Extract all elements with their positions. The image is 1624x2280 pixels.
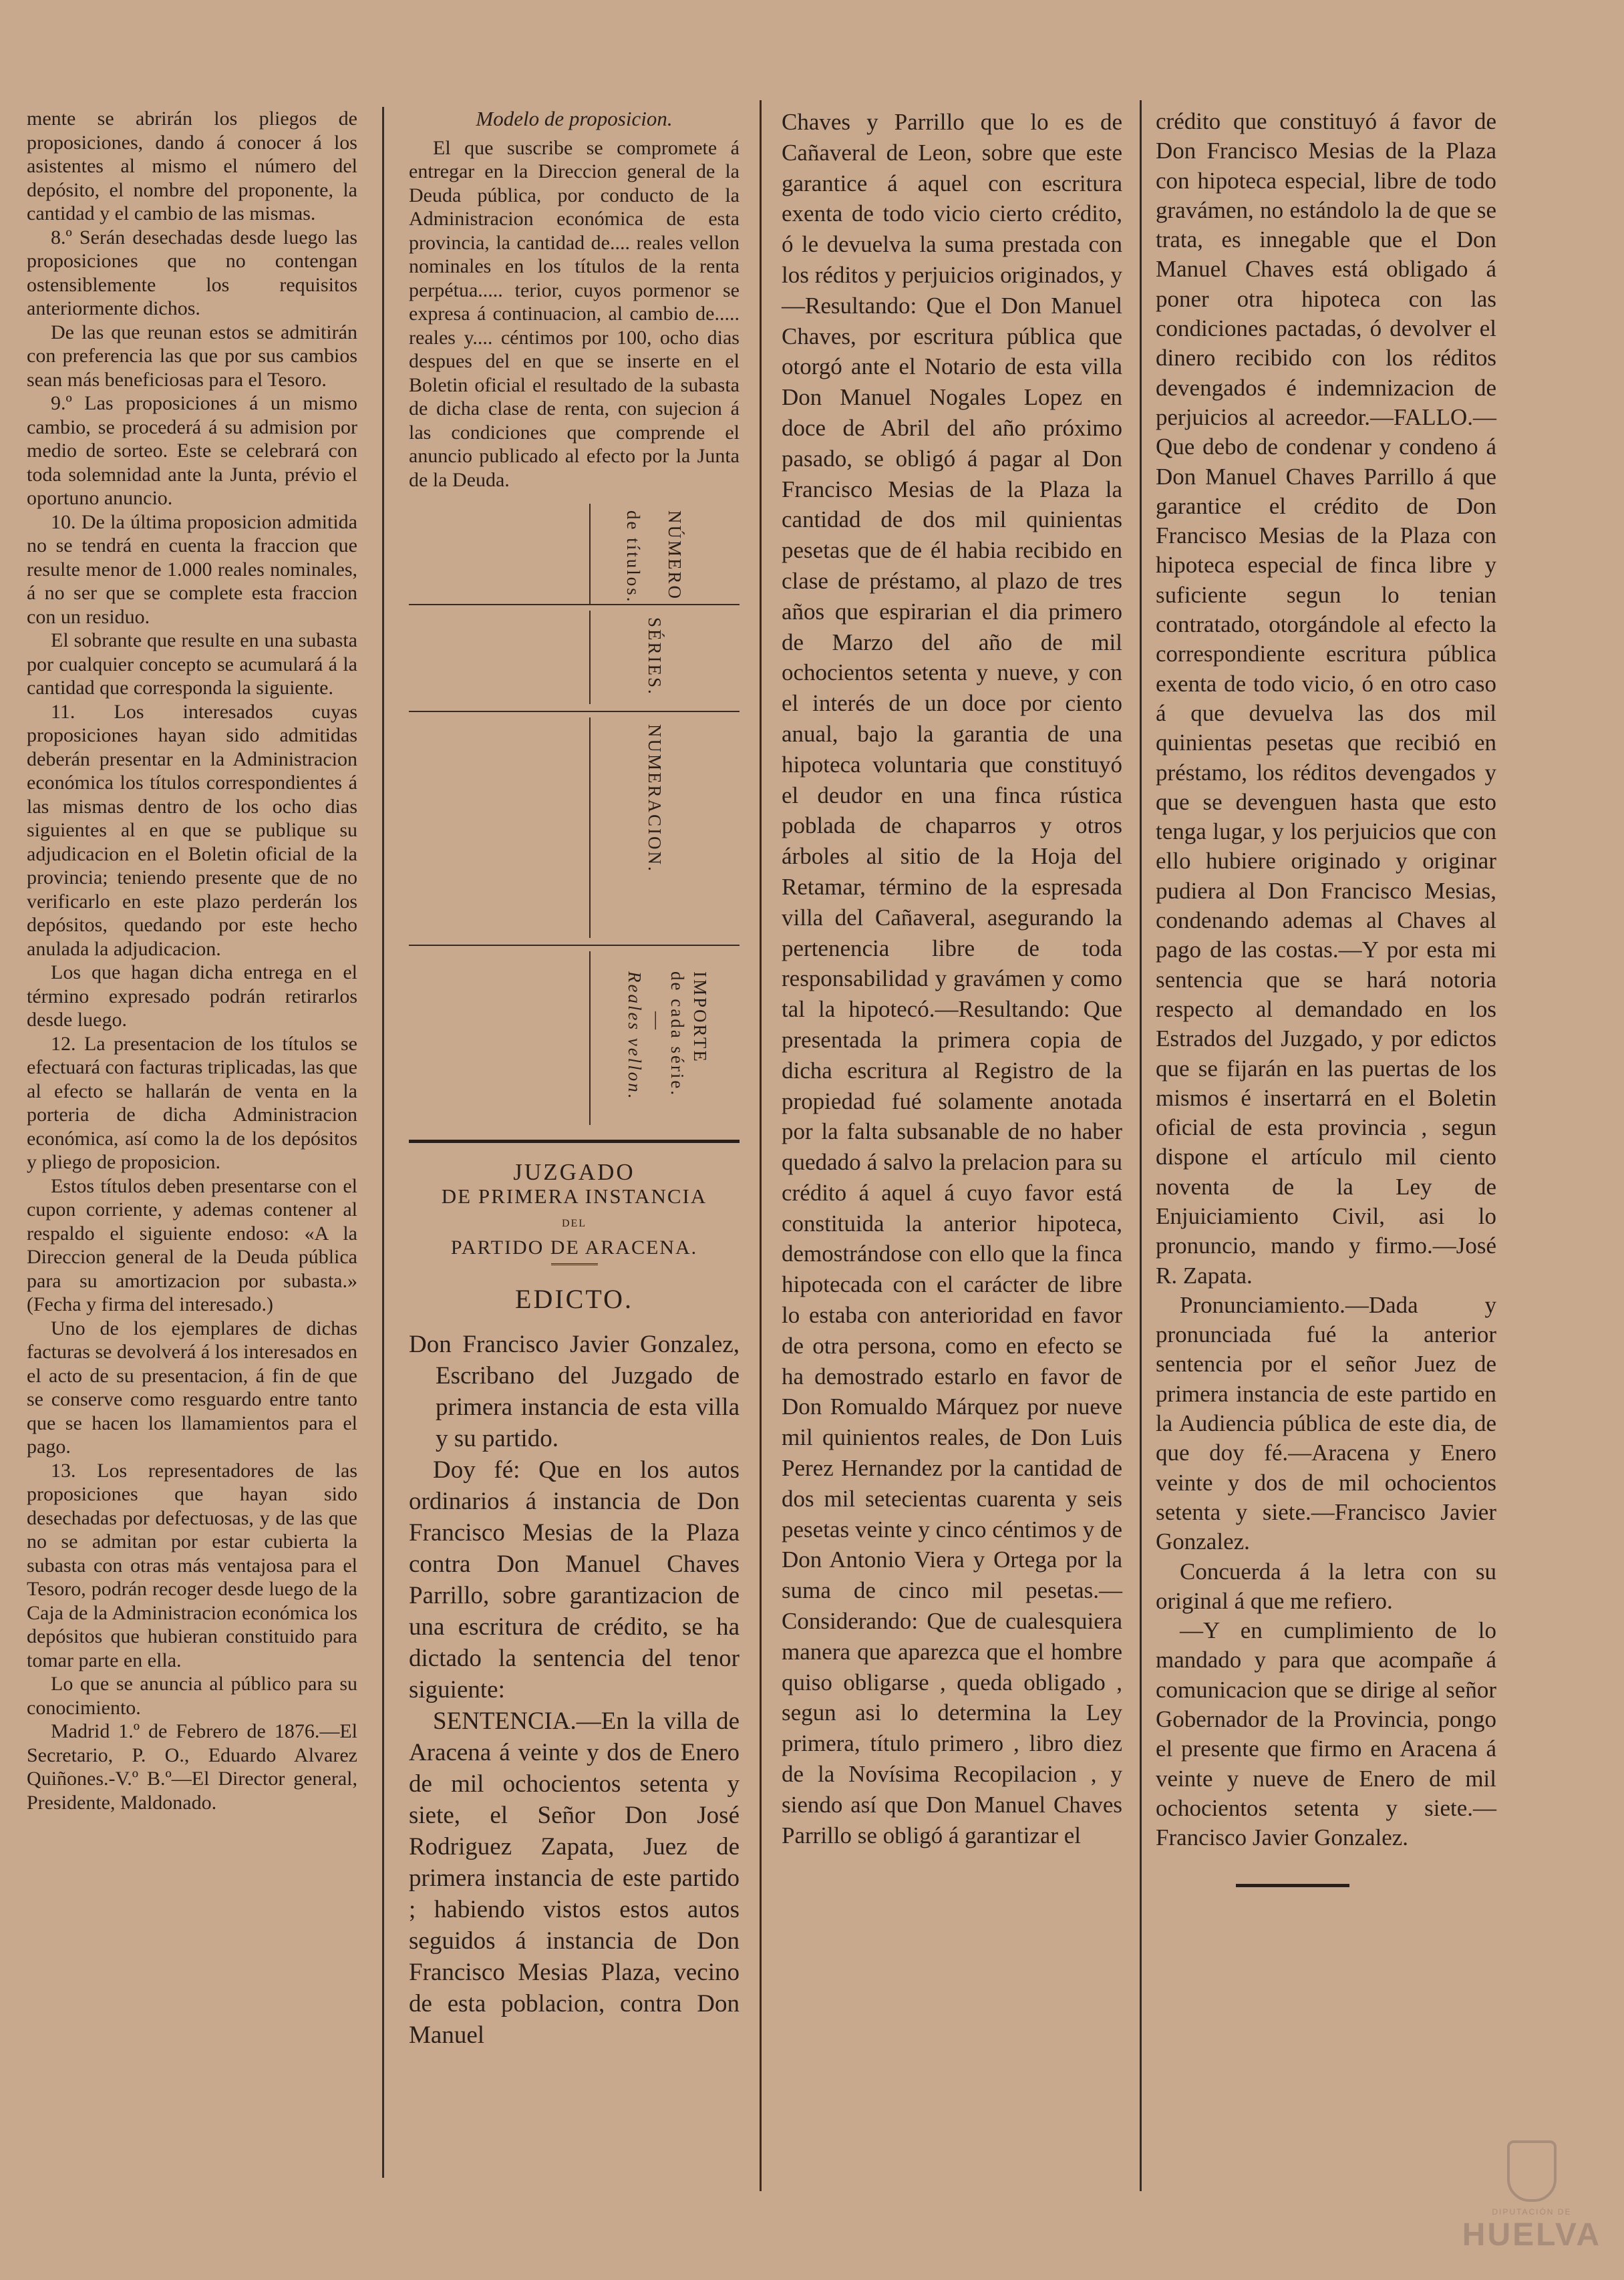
ornament-divider [551,1263,598,1267]
paragraph: 12. La presentacion de los títulos se efectuará con facturas triplicadas, las que al efecto se hallarán de venta en la porteria de dicha Administracion económica, así como la de los depósitos y pliego de proposicion. [27,1032,357,1173]
paragraph: Uno de los ejemplares de dichas facturas se devolverá á los interesados en el acto de su presentacion, á fin de que se conserve como resguardo entre tanto que se hacen los llamamientos para el pago. [27,1317,357,1458]
header-dash: — [647,1011,667,1031]
court-instance: DE PRIMERA INSTANCIA [441,1184,707,1208]
paragraph: De las que reunan estos se admitirán con preferencia las que por sus cambios sean más beneficiosas para el Tesoro. [27,321,357,391]
court-district: PARTIDO DE ARACENA. [450,1236,698,1259]
table-divider [589,717,591,938]
column-1 [27,107,357,1814]
paragraph: Doy fé: Que en los autos ordinarios á instancia de Don Francisco Mesias de la Plaza contra Don Manuel Chaves Parrillo, sobre garantizacion de una escritura de crédito, se ha dictado la sentencia del tenor siguiente: [409,1456,740,1703]
header-series: SÉRIES. [645,617,665,696]
column-3 [782,107,1122,1850]
paragraph: Los que hagan dicha entrega en el término expresado podrán retirarlos desde luego. [27,961,357,1031]
column-rule-2 [760,100,762,2191]
court-heading: JUZGADO [513,1159,635,1185]
paragraph: El sobrante que resulte en una subasta por cualquier concepto se acumulará á la cantidad que corresponda la siguiente. [27,629,357,699]
paragraph: 13. Los representadores de las proposiciones que hayan sido desechadas por defectuosas, y de las que no se admitan por estar cubierta la subasta con otras más ventajosa para el Tesoro, podrán recoger desde luego de la Caja de la Administracion económica los depósitos que hubieran constituido para tomar parte en ella. [27,1459,357,1671]
paragraph: Lo que se anuncia al público para su conocimiento. [27,1673,357,1719]
column-4 [1156,107,1496,1887]
paragraph: Concuerda á la letra con su original á que me refiero. [1156,1558,1496,1614]
column-2 [409,107,740,2051]
table-divider [589,951,591,1125]
paragraph: 11. Los interesados cuyas proposiciones hayan sido admitidas deberán presentar en la Administracion económica los títulos correspondientes á las mismas dentro de los ocho dias siguientes al en que se publique su adjudicacion en el Boletin oficial de la provincia; teniendo presente que de no verificarlo en este plazo perderán los depósitos, quedando por este hecho anulada la adjudicacion. [27,700,357,960]
header-reales-vellon: Reales vellon. [625,971,645,1101]
paragraph: mente se abrirán los pliegos de proposiciones, dando á conocer á los asistentes al mismo el número del depósito, el nombre del proponente, la cantidad y el cambio de las mismas. [27,108,357,224]
header-de-cada-serie: de cada série. [667,971,687,1098]
table-section [409,604,740,712]
edict-title: EDICTO. [515,1284,633,1314]
paragraph: Pronunciamiento.—Dada y pronunciada fué la anterior sentencia por el señor Juez de primera instancia de este partido en la Audiencia pública de este dia, de que doy fé.—Aracena y Enero veinte y dos de mil ochocientos setenta y siete.—Francisco Javier Gonzalez. [1156,1291,1496,1555]
paragraph: 10. De la última proposicion admitida no se tendrá en cuenta la fraccion que resulte menor de 1.000 reales nominales, á no ser que se complete esta fraccion con un residuo. [27,510,357,628]
column-rule-1 [382,107,384,2178]
model-title: Modelo de proposicion. [476,107,673,130]
table-section [409,711,740,946]
paragraph: 9.º Las proposiciones á un mismo cambio, se procederá á su admision por medio de sorteo. Este se celebrará con toda solemnidad ante la Junta, prévio el oportuno anuncio. [27,392,357,509]
header-numero: NÚMERO [665,510,685,601]
paragraph: —Y en cumplimiento de lo mandado y para que acompañe á comunicacion que se dirige al señor Gobernador de la Provincia, pongo el presente que firmo en Aracena á veinte y nueve de Enero de mil ochocientos setenta y siete.—Francisco Javier Gonzalez. [1156,1617,1496,1851]
signature-block: Madrid 1.º de Febrero de 1876.—El Secretario, P. O., Eduardo Alvarez Quiñones.-V.º B.º—El Director general, Presidente, Maldonado. [27,1720,357,1814]
table-divider [589,504,591,604]
header-numeracion: NUMERACION. [645,724,665,873]
watermark-sublabel: DIPUTACIÓN DE [1492,2207,1572,2217]
header-de-titulos: de títulos. [623,510,643,604]
proposal-table [409,504,740,1132]
court-del: DEL [561,1218,587,1229]
paragraph: crédito que constituyó á favor de Don Francisco Mesias de la Plaza con hipoteca especial, libre de todo gravámen, no estándolo la de que se trata, es innegable que el Don Manuel Chaves está obligado á poner otra hipoteca con las condiciones pactadas, ó devolver el dinero recibido con los réditos devengados é indemnizacion de perjuicios al acreedor.—FALLO.—Que debo de condenar y condeno á Don Manuel Chaves Parrillo á que garantice el crédito de Don Francisco Mesias de la Plaza con hipoteca especial de finca libre y suficiente segun lo tenian contratado, otorgándole al efecto la correspondiente escritura pública exenta de todo vicio, ó en otro caso á que devuelva las dos mil quinientas pesetas que recibió en préstamo, los réditos devengados y que se devenguen hasta que esto tenga lugar, y los perjuicios que con ello hubiere originado y originar pudiera al Don Francisco Mesias, condenando ademas al Chaves al pago de las costas.—Y por esta mi sentencia que se hará notoria respecto al demandado en los Estrados del Juzgado, y por edictos que se fijarán en las puertas de los mismos é insertarrá en el Boletin oficial de esta provincia , segun dispone el artículo mil ciento noventa de la Ley de Enjuiciamiento Civil, asi lo pronuncio, mando y firmo.—José R. Zapata. [1156,108,1496,1289]
section-divider [409,1140,740,1143]
model-text: El que suscribe se compromete á entregar en la Direccion general de la Deuda pública, por conducto de la Administracion económica de esta provincia, la cantidad de.... reales vellon nominales en los títulos de la renta perpétua..... terior, cuyos pormenor se expresa á continuacion, al cambio de..... reales y.... céntimos por 100, ocho dias despues del en que se inserte en el Boletin oficial el resultado de la subasta de dicha clase de renta, con sujecion á las condiciones que comprende el anuncio publicado al efecto por la Junta de la Deuda. [409,136,740,491]
paragraph: Estos títulos deben presentarse con el cupon corriente, y ademas contener al respaldo el siguiente endoso: «A la Direccion general de la Deuda pública para su amortizacion por subasta.» (Fecha y firma del interesado.) [27,1174,357,1315]
paragraph: 8.º Serán desechadas desde luego las proposiciones que no contengan ostensiblemente los requisitos anteriormente dichos. [27,226,357,319]
watermark-label: HUELVA [1462,2217,1601,2253]
coat-of-arms-icon [1507,2140,1557,2202]
edict-intro: Don Francisco Javier Gonzalez, Escribano del Juzgado de primera instancia de esta villa y su partido. [409,1330,740,1452]
end-rule [1236,1884,1349,1887]
table-divider [589,611,591,704]
paragraph: SENTENCIA.—En la villa de Aracena á veinte y dos de Enero de mil ochocientos setenta y siete, el Señor Don José Rodriguez Zapata, Juez de primera instancia de este partido ; habiendo vistos estos autos seguidos á instancia de Don Francisco Mesias Plaza, vecino de esta poblacion, contra Don Manuel [409,1707,740,2049]
library-watermark [1462,2140,1601,2253]
column-rule-3 [1140,100,1142,2191]
header-importe: IMPORTE [690,971,710,1064]
paragraph: Chaves y Parrillo que lo es de Cañaveral de Leon, sobre que este garantice á aquel con escritura exenta de todo vicio cierto crédito, ó le devuelva la suma prestada con los réditos y perjuicios originados, y—Resultando: Que el Don Manuel Chaves, por escritura pública que otorgó ante el Notario de esta villa Don Manuel Nogales Lopez en doce de Abril del año próximo pasado, se obligó á pagar al Don Francisco Mesias de la Plaza la cantidad de dos mil quinientas pesetas que de él habia recibido en clase de préstamo, al plazo de tres años que espirarian el dia primero de Marzo del año de mil ochocientos setenta y nueve, y con el interés de un doce por ciento anual, bajo la garantia de una hipoteca voluntaria que constituyó el deudor en una finca rústica poblada de chaparros y otros árboles al sitio de la Hoja del Retamar, término de la espresada villa del Cañaveral, asegurando la pertenencia libre de toda responsabilidad y gravámen y como tal la hipotecó.—Resultando: Que presentada la primera copia de dicha escritura al Registro de la propiedad fué solamente anotada por la falta subsanable de no haber quedado á salvo la prelacion para su crédito á aquel á cuyo favor está constituida la anterior hipoteca, demostrándose con ello que la finca hipotecada con el carácter de libre lo estaba con anterioridad en favor de otra persona, como en efecto se ha demostrado estarlo en favor de Don Romualdo Márquez por nueve mil quinientos reales, de Don Luis Perez Hernandez por la cantidad de dos mil setecientas cuarenta y seis pesetas veinte y cinco céntimos y de Don Antonio Viera y Ortega por la suma de cinco mil pesetas.—Considerando: Que de cualesquiera manera que aparezca que el hombre quiso obligarse , queda obligado , segun asi lo determina la Ley primera, título primero , libro diez de la Novísima Recopilacion , y siendo así que Don Manuel Chaves Parrillo se obligó á garantizar el [782,109,1122,1848]
table-section [409,504,740,605]
